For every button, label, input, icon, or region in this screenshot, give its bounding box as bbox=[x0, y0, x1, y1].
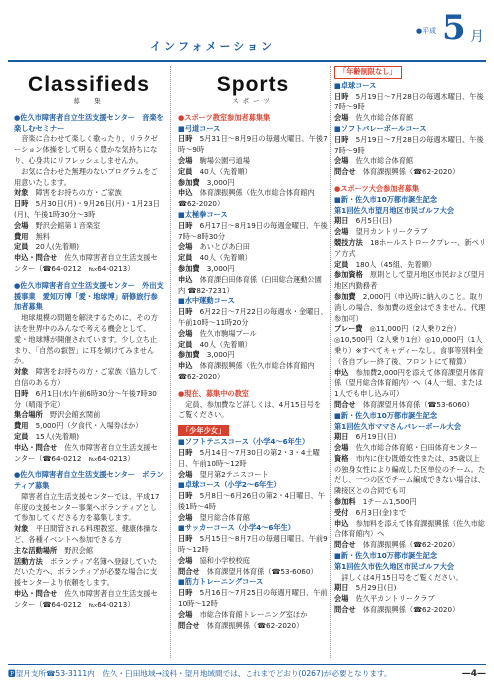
category-tag: 「少年少女」 bbox=[178, 425, 229, 436]
field-label: 問合せ bbox=[334, 540, 356, 550]
field-value: 5月19日〜7月28日の毎週木曜日、午後7時〜9時 bbox=[334, 91, 484, 112]
page-footer bbox=[8, 664, 486, 683]
field-value: 体育課振興係（佐久市総合体育館内 ☎62-2020） bbox=[178, 361, 315, 381]
field-label: 日時 bbox=[14, 388, 29, 398]
field-label: 参加費 bbox=[334, 291, 356, 301]
field-value: 6月5日(日) bbox=[355, 216, 392, 226]
classifieds-subheading: 募 集 bbox=[73, 97, 105, 105]
field-label: 申込 bbox=[178, 361, 193, 371]
field-label: 日時 bbox=[334, 91, 349, 101]
field-label: 日時 bbox=[178, 134, 193, 144]
field-value: ボランティア名簿へ登録していただいた方へ、ボランティアが必要な場合に支援センターより依頼をします。 bbox=[14, 556, 158, 588]
field-value: 3,000円 bbox=[206, 263, 235, 273]
field-label: 日時 bbox=[178, 491, 193, 501]
field-label: 参加費 bbox=[178, 263, 200, 273]
field-value: 市総合体育館トレーニング室ほか bbox=[199, 609, 308, 619]
field-label: 問合せ bbox=[334, 605, 356, 615]
field-label: 対象 bbox=[14, 367, 29, 377]
course-title: ■太極拳コース bbox=[178, 209, 228, 219]
field-label: 会場 bbox=[178, 555, 193, 565]
field-label: 日時 bbox=[178, 447, 193, 457]
course-title: ■筋力トレーニングコース bbox=[178, 577, 264, 587]
field-label: 対象 bbox=[14, 188, 29, 198]
field-label: 申込・問合せ bbox=[14, 442, 58, 452]
field-value: 望月カントリークラブ bbox=[355, 227, 428, 237]
field-value: 佐久市駒場プール bbox=[199, 328, 257, 338]
field-label: 日時 bbox=[178, 220, 193, 230]
field-label: 申込 bbox=[178, 274, 193, 284]
field-value: 3,000円 bbox=[206, 350, 235, 360]
field-label: 会場 bbox=[178, 328, 193, 338]
field-label: 申込 bbox=[178, 188, 193, 198]
sports-heading: Sports bbox=[216, 73, 290, 96]
footer-note: 🅿望月支所☎53-3111内 佐久・臼田地域→浅科・望月地域間では、これまでどおり(0267)が必要となります。 bbox=[8, 669, 392, 678]
field-value: 参加料を添えて体育課振興係（佐久市総合体育館内）へ bbox=[334, 518, 485, 539]
field-label: 定員 bbox=[178, 166, 193, 176]
field-label: 参加費 bbox=[178, 177, 200, 187]
field-value: 6月1日(水)午前6時30分〜午後7時30分（晴雨予定） bbox=[14, 388, 157, 409]
field-label: 会場 bbox=[178, 242, 193, 252]
field-value: 5月16日〜7月25日の毎週月曜日、午前10時〜12時 bbox=[178, 588, 328, 609]
field-label: 申込 bbox=[334, 367, 349, 377]
field-value: 佐久市障害者自立生活支援センター（☎64-0212 ℻64-0213） bbox=[14, 589, 158, 609]
field-value: 5月14日〜7月30日の第2・3・4土曜日、午前10時〜12時 bbox=[178, 447, 320, 468]
field-label: 期日 bbox=[334, 216, 349, 226]
field-label: 定員 bbox=[334, 259, 349, 269]
field-value: 佐久市総合体育館 bbox=[355, 156, 414, 166]
field-label: 定員 bbox=[14, 242, 29, 252]
field-value: 6月17日〜8月19日の毎週金曜日、午後7時〜8時30分 bbox=[178, 220, 328, 241]
field-label: 定員 bbox=[14, 431, 29, 441]
sports-subheading: スポーツ bbox=[232, 97, 274, 105]
field-value: 体育課振興係（☎62-2020） bbox=[362, 605, 460, 615]
field-label: 日時 bbox=[178, 307, 193, 317]
month-era: ●平成 bbox=[416, 27, 437, 35]
field-value: 体育課振興係（☎62-2020） bbox=[362, 167, 460, 177]
page-header bbox=[0, 0, 494, 68]
field-label: 会場 bbox=[178, 609, 193, 619]
month-number: 5 bbox=[442, 8, 466, 48]
field-label: 会場 bbox=[178, 512, 193, 522]
field-value: 体育課臼田体育係（臼田総合運動公園内 ☎82-7231） bbox=[178, 274, 322, 295]
field-value: 40人（先着順） bbox=[199, 339, 252, 349]
field-value: 体育課望月体育係（☎53-6060） bbox=[206, 566, 318, 576]
column-divider bbox=[170, 66, 171, 658]
field-value: 6月22日〜7月22日の毎週水・金曜日、午前10時〜11時20分 bbox=[178, 307, 328, 327]
field-label: 申込・問合せ bbox=[14, 589, 58, 599]
month-badge bbox=[416, 8, 490, 52]
field-value: 市内に住む既婚女性または、35歳以上の独身女性により編成した区単位のチーム。ただし、一つの区でチーム編成できない場合は、隣接区との合同でも可 bbox=[334, 453, 486, 496]
field-value: 2,000円（申込時に納入のこと。取り消しの場合、参加費の返金はできません。代理参加可） bbox=[334, 291, 486, 323]
section-title: インフォメーション bbox=[150, 40, 276, 53]
sports-column bbox=[178, 66, 328, 631]
article-title: ●スポーツ大会参加者募集 bbox=[334, 183, 420, 193]
field-label: 申込・問合せ bbox=[14, 253, 58, 263]
field-value: 5,000円（夕食代・入場券ほか） bbox=[35, 421, 143, 431]
field-value: 5月30日(月)・9月26日(月)・1月23日(月)、午後1時30分〜3時 bbox=[14, 199, 160, 219]
field-value: 体育課振興係（☎62-2020） bbox=[206, 620, 304, 630]
page-number: —4— bbox=[461, 669, 486, 679]
article-title: ●スポーツ教室参加者募集集 bbox=[178, 112, 271, 122]
course-title: ■ソフトバレーボールコース bbox=[334, 123, 427, 133]
field-label: 日時 bbox=[178, 534, 193, 544]
field-value: あいとぴあ臼田 bbox=[199, 242, 250, 252]
field-label: 日時 bbox=[334, 134, 349, 144]
field-value: ◎11,000円（2人乗り2台）◎10,500円（2人乗り1台）◎10,000円（1人乗り）※すべてキャディーなし。食事等別料金（各自プレー終了後、フロントにて精算） bbox=[334, 324, 484, 366]
field-value: 佐久平カントリークラブ bbox=[355, 594, 435, 604]
course-title: ■弓道コース bbox=[178, 123, 221, 133]
field-label: 対象 bbox=[14, 524, 29, 534]
field-label: 費用 bbox=[14, 421, 29, 431]
header-divider bbox=[8, 60, 486, 62]
field-value: 駒場公園弓道場 bbox=[199, 155, 250, 165]
field-label: 会場 bbox=[334, 594, 349, 604]
field-label: 主な活動場所 bbox=[14, 545, 58, 555]
field-value: 1チーム1,500円 bbox=[362, 497, 417, 507]
event-title: 第1回佐久市ママさんバレーボール大会 bbox=[334, 421, 462, 431]
article-body: お気に合わせた無理のないプログラムをご用意いたします。 bbox=[14, 166, 158, 187]
field-label: 期日 bbox=[334, 583, 349, 593]
field-value: 180人（45組、先着順） bbox=[355, 259, 436, 269]
article-body: 定員、参加費など詳しくは、4月15日号をご覧ください。 bbox=[178, 399, 322, 420]
field-value: 障害をお持ちの方・ご家族 bbox=[35, 188, 122, 198]
field-label: 問合せ bbox=[334, 167, 356, 177]
field-label: 会場 bbox=[178, 155, 193, 165]
field-value: 5月8日〜6月26日の第2・4日曜日、午後1時〜4時 bbox=[178, 491, 326, 511]
field-label: 受付 bbox=[334, 507, 349, 517]
field-value: 3,000円 bbox=[206, 177, 235, 187]
field-value: 5月31日〜8月9日の毎週火曜日、午後7時〜9時 bbox=[178, 134, 328, 155]
field-value: 野沢会館第１音楽室 bbox=[35, 220, 101, 230]
field-value: 障害をお持ちの方・ご家族（協力して自信のある方） bbox=[14, 367, 158, 387]
field-value: 佐久市障害者自立生活支援センター（☎64-0212 ℻64-0213） bbox=[14, 442, 158, 463]
field-label: 会場 bbox=[334, 227, 349, 237]
field-label: 活動方法 bbox=[14, 556, 43, 566]
article-title: ●佐久市障害者自立生活支援センター 音楽を楽しむセミナー bbox=[14, 112, 164, 133]
field-value: 無料 bbox=[35, 231, 50, 241]
field-value: 15人(先着順) bbox=[35, 431, 80, 441]
course-title: ■卓球コース bbox=[334, 80, 377, 90]
event-subtitle: ■新・佐久市10万都市誕生記念 bbox=[334, 410, 438, 420]
event-subtitle: ■新・佐久市10万都市誕生記念 bbox=[334, 194, 438, 204]
field-label: 問合せ bbox=[178, 620, 200, 630]
event-subtitle: ■新・佐久市10万都市誕生記念 bbox=[334, 551, 438, 561]
field-value: 体育課振興係（☎62-2020） bbox=[362, 540, 460, 550]
article-title: ●現在、募集中の教室 bbox=[178, 388, 249, 398]
field-label: 会場 bbox=[334, 156, 349, 166]
course-title: ■水中運動コース bbox=[178, 296, 235, 306]
field-label: 費用 bbox=[14, 231, 29, 241]
month-kanji: 月 bbox=[470, 29, 484, 45]
category-box: 「年齢制限なし」 bbox=[334, 66, 402, 79]
field-value: 40人（先着順） bbox=[199, 166, 252, 176]
field-value: 協和小学校校庭 bbox=[199, 555, 250, 565]
field-label: 日時 bbox=[178, 588, 193, 598]
field-value: 野沢会館 bbox=[64, 545, 94, 555]
event-title: 第1回佐久市望月地区市民ゴルフ大会 bbox=[334, 205, 455, 215]
course-title: ■サッカーコース（小学4〜6年生） bbox=[178, 523, 295, 533]
field-label: 日時 bbox=[14, 199, 29, 209]
field-label: 参加資格 bbox=[334, 270, 363, 280]
field-value: 原則として望月地区市民および望月地区内勤務者 bbox=[334, 270, 485, 291]
field-value: 野沢会館玄関前 bbox=[49, 410, 101, 420]
field-label: 問合せ bbox=[334, 399, 356, 409]
field-value: 望月総合体育館 bbox=[199, 512, 250, 522]
field-value: 佐久市障害者自立生活支援センター（☎64-0212 ℻64-0213） bbox=[14, 253, 158, 273]
article-title: ●佐久市障害者自立生活支援センター ボランティア募集 bbox=[14, 470, 164, 491]
field-label: 定員 bbox=[178, 339, 193, 349]
article-title: ●佐久市障害者自立生活支援センター 外出支援事業 愛知万博「愛・地球博」研修旅行参加者募集 bbox=[14, 280, 164, 312]
field-label: 資格 bbox=[334, 453, 349, 463]
field-value: 6月19日(日) bbox=[355, 432, 397, 442]
field-value: 体育課振興係（佐久市総合体育館内 ☎62-2020） bbox=[178, 188, 315, 209]
field-label: 定員 bbox=[178, 253, 193, 263]
field-value: 望月第2テニスコート bbox=[199, 469, 269, 479]
field-value: 18ホールストロークプレー、新ペリア方式 bbox=[334, 237, 486, 258]
classifieds-column bbox=[14, 66, 164, 611]
course-title: ■卓球コース（小学2〜6年生） bbox=[178, 480, 281, 490]
field-label: 参加料 bbox=[334, 497, 356, 507]
field-value: 40人（先着順） bbox=[199, 253, 252, 263]
article-body: 地球規模の問題を解決するために、その方法を世界中のみんなで考える機会として、愛・地球博が開催されています。少し立ち止まり、「自然の叡智」に耳を傾けてみませんか。 bbox=[14, 313, 158, 366]
field-label: 会場 bbox=[178, 469, 193, 479]
field-label: 申込 bbox=[334, 518, 349, 528]
field-label: 会場 bbox=[334, 443, 349, 453]
field-label: 集合場所 bbox=[14, 410, 43, 420]
field-value: 参加費2,000円を添えて体育課望月体育係（望月総合体育館内）へ（4人一組、または1人でも申し込み可） bbox=[334, 367, 484, 399]
field-label: 期日 bbox=[334, 432, 349, 442]
field-value: 6月3日(金)まで bbox=[355, 507, 407, 517]
field-value: 5月15日〜8月7日の毎週日曜日、午前9時〜12時 bbox=[178, 534, 328, 555]
column-divider bbox=[330, 66, 331, 658]
field-label: プレー費 bbox=[334, 324, 363, 334]
field-label: 参加費 bbox=[178, 350, 200, 360]
article-body: 障害者自立生活支援センターでは、平成17年度の支援センター事業へボランティアとして参加してくださる方を募集します。 bbox=[14, 491, 160, 523]
field-label: 問合せ bbox=[178, 566, 200, 576]
field-value: 5月29日(日) bbox=[355, 583, 397, 593]
field-label: 会場 bbox=[14, 220, 29, 230]
field-value: 体育課望月体育係（☎53-6060） bbox=[362, 399, 474, 409]
sports-continued-column bbox=[334, 66, 486, 616]
field-label: 競技方法 bbox=[334, 237, 363, 247]
field-value: 20人(先着順) bbox=[35, 242, 80, 252]
course-title: ■ソフトテニスコース（小学4〜6年生） bbox=[178, 437, 310, 447]
field-label: 会場 bbox=[334, 113, 349, 123]
field-value: 佐久市総合体育館・臼田体育センター bbox=[355, 443, 478, 453]
article-body: 詳しくは4月15日号をご覧ください。 bbox=[334, 572, 463, 582]
field-value: 佐久市総合体育館 bbox=[355, 113, 414, 123]
article-body: 音楽に合わせて楽しく歌ったり、リラクゼーション体操をして明るく豊かな気持ちになり、心身共にリフレッシュしませんか。 bbox=[14, 134, 158, 165]
classifieds-heading: Classifieds bbox=[28, 73, 150, 96]
event-title: 第1回佐久市佐久地区市民ゴルフ大会 bbox=[334, 561, 455, 571]
field-value: 5月19日〜7月28日の毎週木曜日、午後7時〜9時 bbox=[334, 134, 484, 155]
field-value: 平日間管される料理教室、健康体操など、各種イベントへ参加できる方 bbox=[14, 524, 158, 545]
